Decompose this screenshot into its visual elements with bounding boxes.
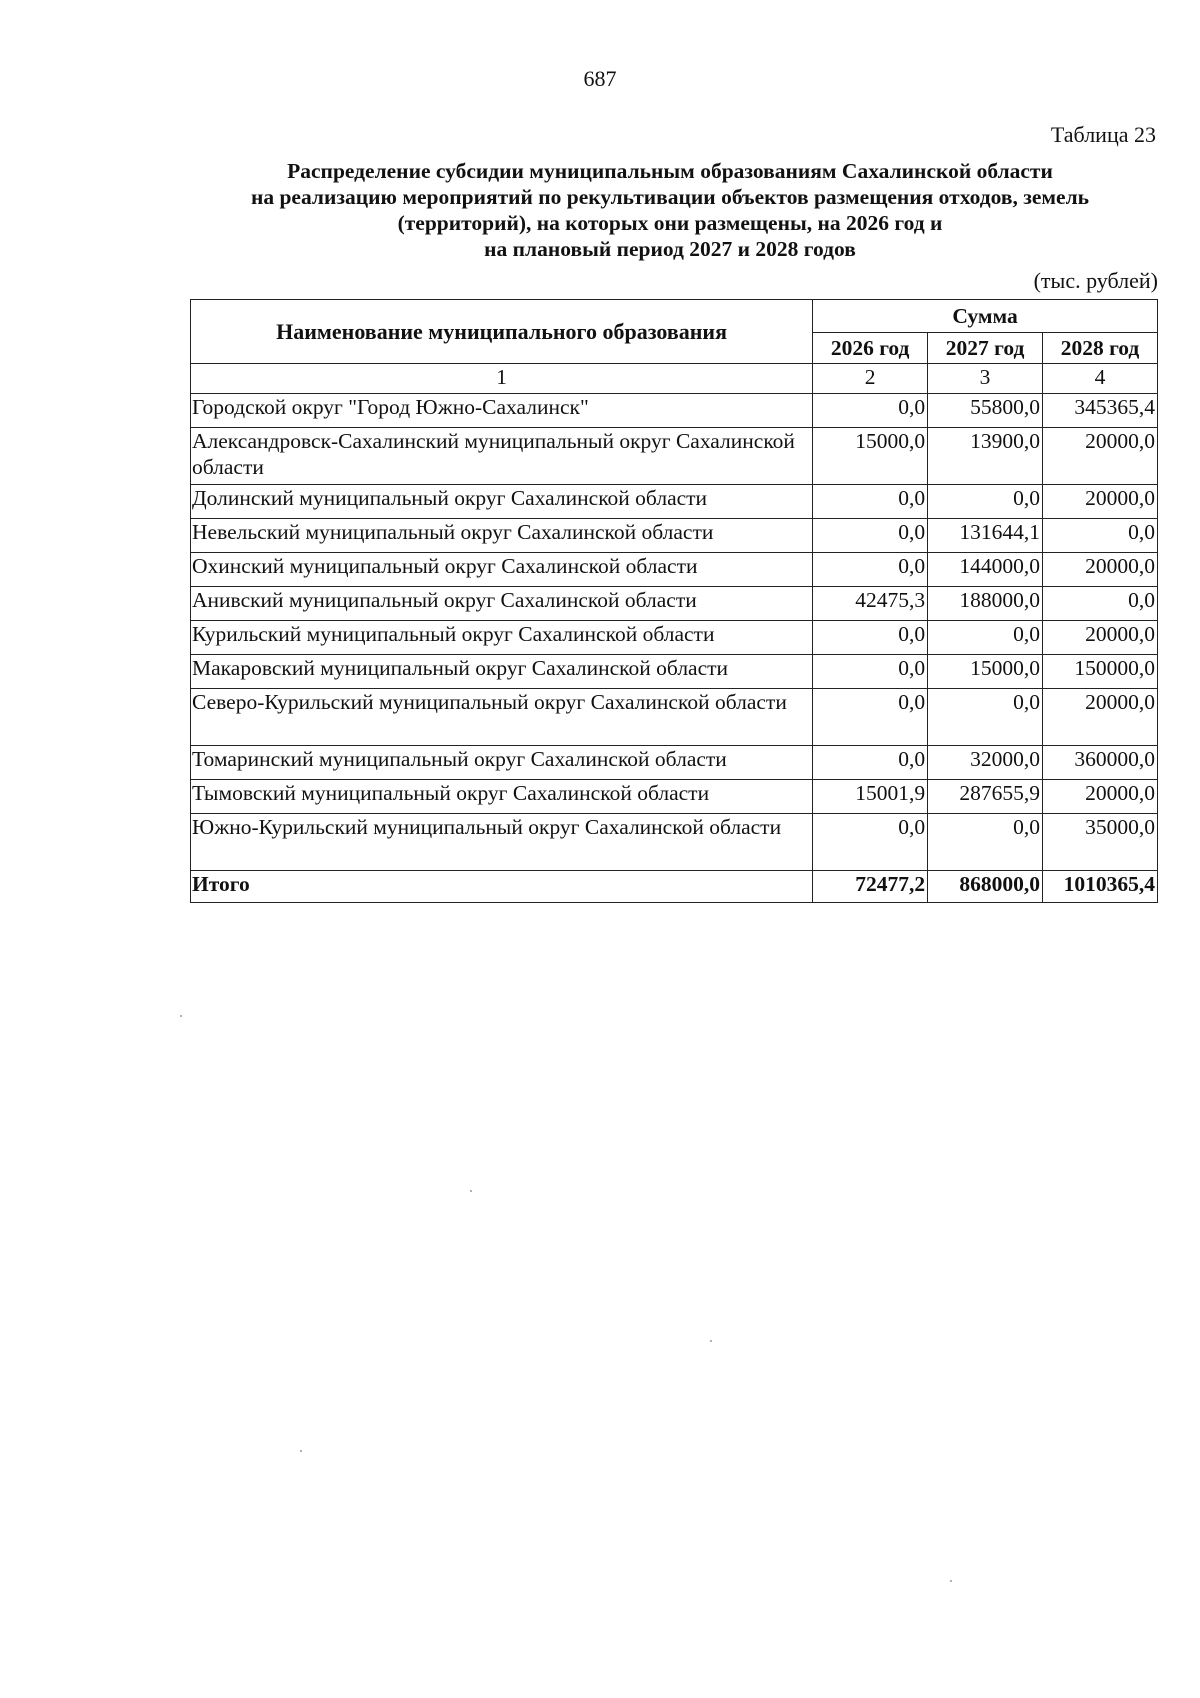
- value-2028: 0,0: [1043, 519, 1158, 553]
- value-2028: 20000,0: [1043, 780, 1158, 814]
- total-label: Итого: [191, 871, 813, 903]
- municipality-name: Курильский муниципальный округ Сахалинской области: [191, 621, 813, 655]
- title-line: на плановый период 2027 и 2028 годов: [484, 237, 856, 261]
- document-title: [150, 158, 1190, 262]
- value-2027: 0,0: [928, 689, 1043, 746]
- column-number: 2: [813, 364, 928, 394]
- table-row: [191, 655, 1158, 689]
- table-row: [191, 587, 1158, 621]
- value-2026: 0,0: [813, 814, 928, 871]
- header-name: Наименование муниципального образования: [191, 300, 813, 364]
- column-number-row: [191, 364, 1158, 394]
- value-2028: 20000,0: [1043, 553, 1158, 587]
- total-2026: 72477,2: [813, 871, 928, 903]
- municipality-name: Южно-Курильский муниципальный округ Сахалинской области: [191, 814, 813, 871]
- value-2027: 55800,0: [928, 394, 1043, 428]
- title-line: Распределение субсидии муниципальным образованиям Сахалинской области: [287, 159, 1053, 183]
- table-row: [191, 621, 1158, 655]
- value-2026: 42475,3: [813, 587, 928, 621]
- value-2027: 0,0: [928, 814, 1043, 871]
- header-year-2027: 2027 год: [928, 333, 1043, 364]
- value-2028: 0,0: [1043, 587, 1158, 621]
- table-row: [191, 485, 1158, 519]
- column-number: 4: [1043, 364, 1158, 394]
- table-row: [191, 519, 1158, 553]
- value-2028: 35000,0: [1043, 814, 1158, 871]
- municipality-name: Городской округ "Город Южно-Сахалинск": [191, 394, 813, 428]
- header-year-2026: 2026 год: [813, 333, 928, 364]
- table-row: [191, 553, 1158, 587]
- scan-speck: [950, 1580, 952, 1582]
- value-2027: 15000,0: [928, 655, 1043, 689]
- value-2028: 20000,0: [1043, 428, 1158, 485]
- table-row: [191, 428, 1158, 485]
- column-number: 3: [928, 364, 1043, 394]
- value-2026: 15000,0: [813, 428, 928, 485]
- subsidy-table: [190, 299, 1158, 903]
- municipality-name: Тымовский муниципальный округ Сахалинской области: [191, 780, 813, 814]
- value-2026: 0,0: [813, 485, 928, 519]
- header-sum: Сумма: [813, 300, 1158, 333]
- column-number: 1: [191, 364, 813, 394]
- value-2028: 345365,4: [1043, 394, 1158, 428]
- value-2026: 0,0: [813, 394, 928, 428]
- value-2028: 20000,0: [1043, 621, 1158, 655]
- municipality-name: Томаринский муниципальный округ Сахалинской области: [191, 746, 813, 780]
- value-2027: 13900,0: [928, 428, 1043, 485]
- value-2028: 20000,0: [1043, 485, 1158, 519]
- municipality-name: Макаровский муниципальный округ Сахалинской области: [191, 655, 813, 689]
- value-2026: 0,0: [813, 553, 928, 587]
- value-2026: 15001,9: [813, 780, 928, 814]
- table-row: [191, 746, 1158, 780]
- value-2026: 0,0: [813, 519, 928, 553]
- title-line: на реализацию мероприятий по рекультивации объектов размещения отходов, земель: [250, 185, 1090, 209]
- total-row: [191, 871, 1158, 903]
- value-2026: 0,0: [813, 746, 928, 780]
- value-2027: 0,0: [928, 621, 1043, 655]
- municipality-name: Невельский муниципальный округ Сахалинской области: [191, 519, 813, 553]
- municipality-name: Александровск-Сахалинский муниципальный округ Сахалинской области: [191, 428, 813, 485]
- value-2028: 20000,0: [1043, 689, 1158, 746]
- table-row: [191, 394, 1158, 428]
- page-number: 687: [583, 66, 617, 91]
- municipality-name: Охинский муниципальный округ Сахалинской области: [191, 553, 813, 587]
- scan-speck: [180, 1015, 182, 1017]
- title-line: (территорий), на которых они размещены, на 2026 год и: [397, 211, 943, 235]
- value-2027: 287655,9: [928, 780, 1043, 814]
- value-2028: 150000,0: [1043, 655, 1158, 689]
- total-2027: 868000,0: [928, 871, 1043, 903]
- table-row: [191, 689, 1158, 746]
- value-2026: 0,0: [813, 689, 928, 746]
- municipality-name: Анивский муниципальный округ Сахалинской области: [191, 587, 813, 621]
- value-2028: 360000,0: [1043, 746, 1158, 780]
- header-year-2028: 2028 год: [1043, 333, 1158, 364]
- value-2027: 131644,1: [928, 519, 1043, 553]
- value-2027: 32000,0: [928, 746, 1043, 780]
- table-row: [191, 814, 1158, 871]
- value-2026: 0,0: [813, 621, 928, 655]
- municipality-name: Северо-Курильский муниципальный округ Сахалинской области: [191, 689, 813, 746]
- units-label: (тыс. рублей): [1033, 268, 1158, 293]
- value-2027: 188000,0: [928, 587, 1043, 621]
- scan-speck: [710, 1340, 712, 1342]
- scan-speck: [300, 1450, 302, 1452]
- value-2026: 0,0: [813, 655, 928, 689]
- table-label: Таблица 23: [1050, 122, 1156, 147]
- scan-speck: [470, 1190, 472, 1192]
- value-2027: 144000,0: [928, 553, 1043, 587]
- table-row: [191, 780, 1158, 814]
- table-body: [191, 394, 1158, 871]
- total-2028: 1010365,4: [1043, 871, 1158, 903]
- value-2027: 0,0: [928, 485, 1043, 519]
- municipality-name: Долинский муниципальный округ Сахалинской области: [191, 485, 813, 519]
